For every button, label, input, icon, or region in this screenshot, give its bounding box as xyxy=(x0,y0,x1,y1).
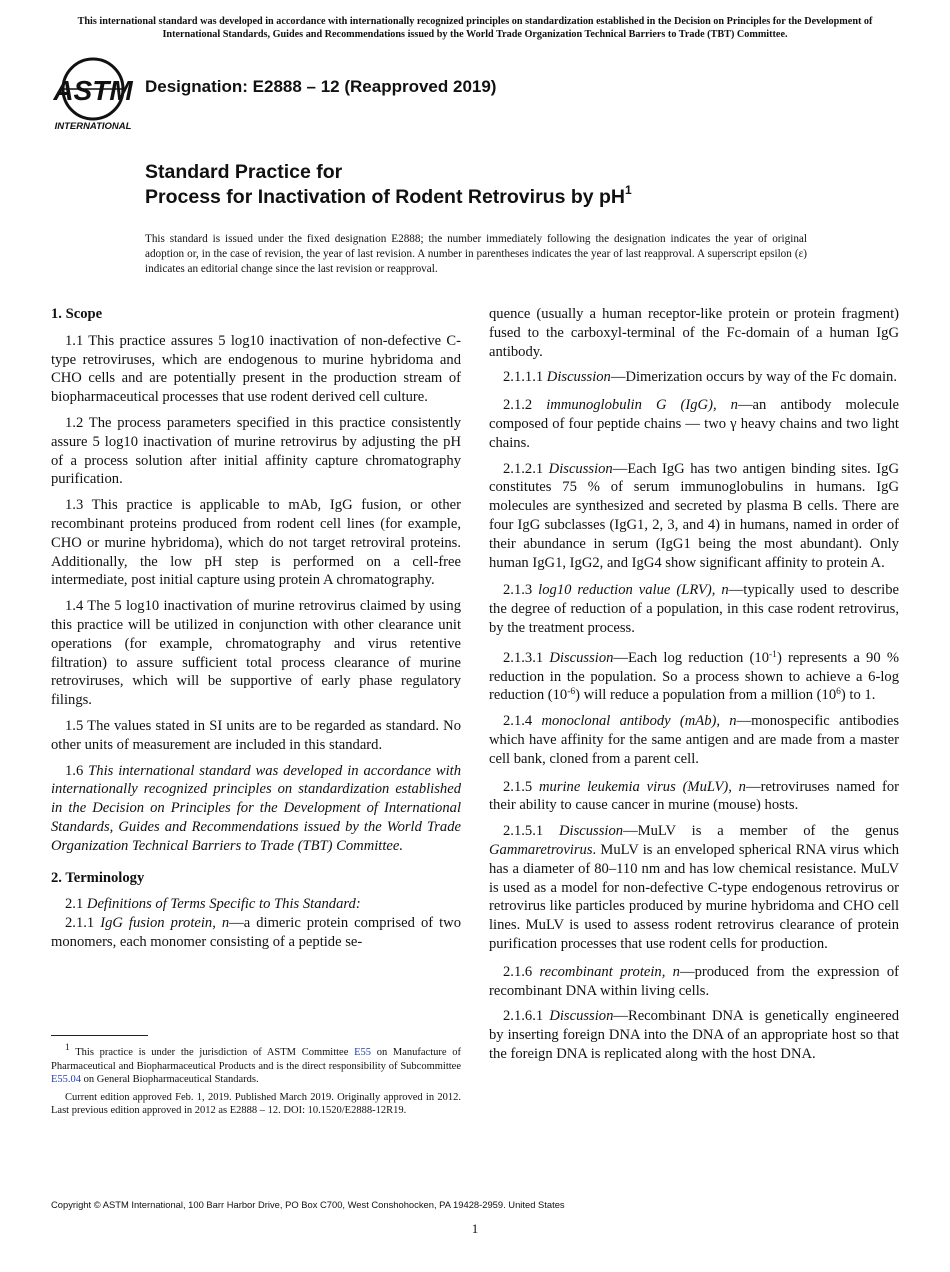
para-2-1-4-text: —monospecific antibodies which have affinity for the same antigen and are made from a master cell bank, cloned from a parent cell. xyxy=(489,713,900,767)
para-2-1-1-continued: quence (usually a human receptor-like protein or protein fragment) fused to the carboxyl-terminal of the Fc-domain of a human IgG antibody. xyxy=(489,306,899,360)
term-lrv: log10 reduction value (LRV), n xyxy=(538,582,729,599)
copyright: Copyright © ASTM International, 100 Barr Harbor Drive, PO Box C700, West Conshohocken, PA 19428-2959. United States xyxy=(51,1199,565,1210)
designation: Designation: E2888 – 12 (Reapproved 2019) xyxy=(145,77,497,96)
para-2-1-3-1-text-a: —Each log reduction (10 xyxy=(613,649,770,666)
footnote-divider xyxy=(51,1035,148,1036)
para-2-1-5-1 xyxy=(489,822,899,954)
document-title xyxy=(145,160,632,210)
footnote-mark: 1 xyxy=(65,1043,70,1053)
para-2-1-6-num: 2.1.6 xyxy=(503,963,533,980)
para-2-1-6-1-num: 2.1.6.1 xyxy=(503,1008,544,1025)
genus-name: Gammaretrovirus xyxy=(489,841,593,858)
footnote xyxy=(51,1043,461,1122)
para-2-1-1-1-num: 2.1.1.1 xyxy=(503,369,544,386)
term-recombinant-protein: recombinant protein, n xyxy=(539,963,680,980)
term-igg-fusion-protein: IgG fusion protein, n xyxy=(100,915,230,932)
para-2-1-3-num: 2.1.3 xyxy=(503,582,533,599)
footnote-text-a: This practice is under the jurisdiction of ASTM Committee xyxy=(69,1047,355,1058)
header-notice: This international standard was developed in accordance with internationally recognized principles on standardization established in the Decision on Principles for the Development of International Standards, Guides and Recommendations issued by the World Trade Organization Technical Barriers to Trade (TBT) Committee. xyxy=(77,16,873,40)
subcommittee-e55-04-link[interactable]: E55.04 xyxy=(51,1074,82,1085)
discussion-label: Discussion xyxy=(549,1008,614,1025)
footnote-edition: Current edition approved Feb. 1, 2019. Published March 2019. Originally approved in 2012. Last previous edition approved in 2012 as E2888 – 12. DOI: 10.1520/E2888-12R19. xyxy=(51,1091,461,1116)
para-2-1-1-1-text: —Dimerization occurs by way of the Fc domain. xyxy=(610,369,897,386)
para-2-1-title: Definitions of Terms Specific to This Standard: xyxy=(86,896,361,913)
section-2-heading: 2. Terminology xyxy=(51,869,145,886)
para-1-3: 1.3 This practice is applicable to mAb, IgG fusion, or other recombinant proteins produced from rodent cell lines (for example, CHO or murine hybridoma), which do not target retroviral proteins. Additionally, the low pH step is performed on a cell-free intermediate, post initial capture using protein A chromatography. xyxy=(51,497,461,589)
para-2-1-6-1-text: —Recombinant DNA is genetically engineered by inserting foreign DNA into the DNA of an appropriate host so that the foreign DNA is replicated along with the host DNA. xyxy=(489,1008,900,1062)
left-column xyxy=(51,305,461,959)
issued-note: This standard is issued under the fixed designation E2888; the number immediately following the designation indicates the year of original adoption or, in the case of revision, the year of last revision. A number in parentheses indicates the year of last reapproval. A superscript epsilon (ε) indicates an editorial change since the last revision or reapproval. xyxy=(145,233,807,275)
para-2-1-1-1 xyxy=(489,368,899,387)
footnote-text-c: on General Biopharmaceutical Standards. xyxy=(81,1074,259,1085)
para-2-1-2 xyxy=(489,396,899,452)
logo-mark-text: ASTM xyxy=(53,75,133,106)
footnote-1 xyxy=(51,1043,461,1087)
para-1-4: 1.4 The 5 log10 inactivation of murine retrovirus claimed by using this practice will be utilized in conjunction with other clearance unit operations (for example, chromatography and virus retentive filtration) to assure sufficient total process clearance of murine retroviruses, which will be supportive of early phase regulatory filings. xyxy=(51,598,461,709)
para-2-1-num: 2.1 xyxy=(65,896,84,913)
para-2-1-3 xyxy=(489,581,899,637)
para-2-1-1-text: —a dimeric protein comprised of two monomers, each monomer consisting of a peptide se- xyxy=(51,915,461,950)
para-2-1-2-1 xyxy=(489,460,899,573)
para-2-1-5-1-num: 2.1.5.1 xyxy=(503,823,544,840)
para-2-1-2-1-text: —Each IgG has two antigen binding sites. IgG constitutes 75 % of serum immunoglobulins in humans. IgG molecules are synthesized and secreted by plasma B cells. There are four IgG subclasses (IgG1, 2, 3, and 4) in humans, named in order of their abundance in serum (IgG1 being the most abundant). Only human IgG1, IgG2, and IgG4 show significant affinity to protein A. xyxy=(489,460,899,571)
footnote-text-b: on Manufacture of Pharmaceutical and Biopharmaceutical Products and is the direct responsibility of Subcommittee xyxy=(51,1047,461,1072)
para-2-1-1-num: 2.1.1 xyxy=(65,915,95,932)
para-2-1-2-1-num: 2.1.2.1 xyxy=(503,460,544,477)
para-1-2: 1.2 The process parameters specified in this practice consistently assure 5 log10 inactivation of murine retrovirus by adjusting the pH of a process solution after initial affinity capture chromatography purification. xyxy=(51,414,461,488)
term-mab: monoclonal antibody (mAb), n xyxy=(541,713,737,730)
para-2-1-3-1-text-c: ) will reduce a population from a million (10 xyxy=(575,687,837,704)
title-line-1: Standard Practice for xyxy=(145,161,343,183)
term-mulv: murine leukemia virus (MuLV), n xyxy=(538,778,746,795)
title-line-2 xyxy=(145,185,632,210)
para-2-1-5-num: 2.1.5 xyxy=(503,778,533,795)
logo-org-text: INTERNATIONAL xyxy=(54,121,132,132)
discussion-label: Discussion xyxy=(546,369,611,386)
para-2-1-3-1-text-b: ) represents a 90 % reduction in the population. So a process shown to achieve a 6-log reduction (10 xyxy=(489,649,900,704)
para-2-1-6-1 xyxy=(489,1007,899,1063)
para-2-1-6 xyxy=(489,963,899,1001)
para-2-1-5 xyxy=(489,778,899,816)
discussion-label: Discussion xyxy=(548,460,613,477)
para-1-6-num: 1.6 xyxy=(65,762,84,779)
para-2-1-3-1-num: 2.1.3.1 xyxy=(503,649,544,666)
page-number: 1 xyxy=(471,1221,479,1236)
title-line-2-text: Process for Inactivation of Rodent Retrovirus by pH xyxy=(145,186,625,208)
para-1-6 xyxy=(51,762,461,856)
section-1-heading: 1. Scope xyxy=(51,306,103,322)
para-1-6-text: This international standard was developed in accordance with internationally recognized principles on standardization established in the Decision on Principles for the Development of International Standards, Guides and Recommendations issued by the World Trade Organization Technical Barriers to Trade (TBT) Committee. xyxy=(51,762,462,854)
right-column xyxy=(489,305,899,1071)
para-1-5: 1.5 The values stated in SI units are to be regarded as standard. No other units of measurement are included in this standard. xyxy=(51,717,461,753)
para-2-1-6-text: —produced from the expression of recombinant DNA within living cells. xyxy=(489,963,899,999)
para-2-1-5-text: —retroviruses named for their ability to cause cancer in murine (mouse) hosts. xyxy=(489,778,899,814)
para-2-1-4 xyxy=(489,712,899,768)
superscript: 6 xyxy=(836,687,841,698)
para-2-1-2-text: —an antibody molecule composed of four peptide chains — two γ heavy chains and two light chains. xyxy=(489,397,899,451)
para-2-1-5-1-text-b: . MuLV is an enveloped spherical RNA virus which has a diameter of 80–110 nm and has low chemical resistance. MuLV is used as a model for non-defective C-type endogenous retrovirus or retrovirus like particles produced by murine hybridoma and CHO cell lines. MuLV is used to assess rodent retrovirus clearance of protein purification processes that use rodent cells for production. xyxy=(489,841,899,952)
discussion-label: Discussion xyxy=(549,649,614,666)
para-2-1 xyxy=(51,895,461,914)
para-2-1-5-1-text-a: —MuLV is a member of the genus xyxy=(623,823,899,840)
para-2-1-3-1-text-d: ) to 1. xyxy=(840,687,876,704)
para-2-1-2-num: 2.1.2 xyxy=(503,397,533,414)
para-2-1-3-text: —typically used to describe the degree of reduction of a population, in this case rodent retrovirus, by the treatment process. xyxy=(489,582,899,636)
superscript: -1 xyxy=(769,649,777,660)
para-1-1: 1.1 This practice assures 5 log10 inactivation of non-defective C-type retroviruses, which are endogenous to murine hybridoma and CHO cells and are potentially present in the production stream of biopharmaceutical processes that use rodent derived cell culture. xyxy=(51,332,461,406)
superscript: -6 xyxy=(567,687,576,698)
para-2-1-3-1 xyxy=(489,649,899,705)
para-2-1-4-num: 2.1.4 xyxy=(503,713,533,730)
title-footnote-mark: 1 xyxy=(625,183,632,197)
para-2-1-1-start xyxy=(51,914,461,952)
discussion-label: Discussion xyxy=(559,823,624,840)
term-igg: immunoglobulin G (IgG), n xyxy=(546,397,738,414)
astm-logo xyxy=(52,56,134,132)
committee-e55-link[interactable]: E55 xyxy=(354,1047,371,1058)
